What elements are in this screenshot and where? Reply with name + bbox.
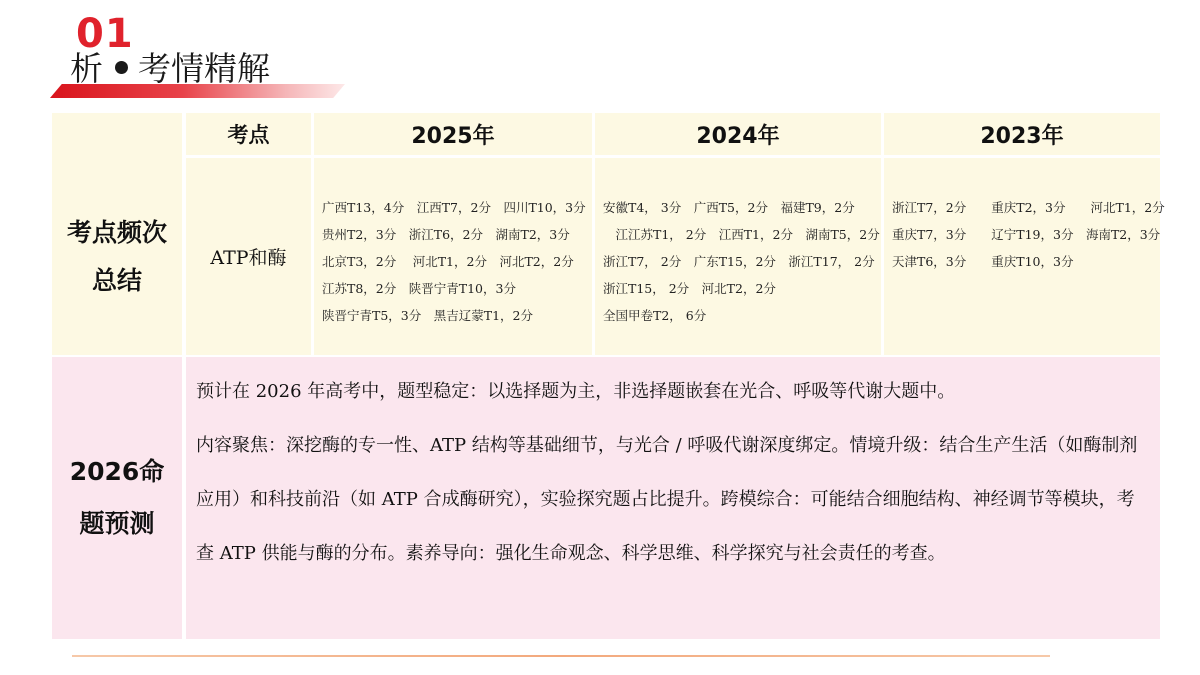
- score-line: 北京T3，2分 河北T1，2分 河北T2，2分: [322, 254, 574, 269]
- footer-divider: [72, 655, 1050, 657]
- row-label-line: 总结: [91, 265, 142, 295]
- section-header: [0, 0, 360, 100]
- score-line: 安徽T4， 3分 广西T5，2分 福建T9，2分: [603, 200, 855, 215]
- row-label-frequency-summary: [52, 158, 182, 355]
- row-label-prediction: [52, 357, 182, 639]
- title-prefix: 析: [70, 49, 103, 88]
- scores-2023: [884, 158, 1165, 355]
- topic-cell: ATP和酶: [210, 247, 287, 269]
- section-title: [70, 49, 270, 88]
- exam-analysis-table: [52, 113, 1165, 639]
- score-line: 江苏T8，2分 陕晋宁青T10，3分: [322, 281, 516, 296]
- prediction-text: [186, 357, 1160, 639]
- row-label-line: 考点频次: [66, 217, 167, 247]
- bullet-dot: [115, 61, 128, 74]
- col-header-year-2025: 2025年: [411, 123, 495, 149]
- scores-2025: [314, 158, 592, 355]
- score-line: 江江苏T1， 2分 江西T1，2分 湖南T5，2分: [603, 227, 880, 242]
- score-line: 天津T6，3分 重庆T10，3分: [892, 254, 1074, 269]
- score-line: 广西T13，4分 江西T7，2分 四川T10，3分: [322, 200, 586, 215]
- score-line: 全国甲卷T2， 6分: [603, 308, 707, 323]
- score-line: 重庆T7，3分 辽宁T19，3分 海南T2，3分: [892, 227, 1161, 242]
- score-line: 浙江T7， 2分 广东T15，2分 浙江T17， 2分: [603, 254, 875, 269]
- title-text: 考情精解: [138, 49, 270, 88]
- section-number: 01: [76, 11, 134, 57]
- col-header-topic: 考点: [227, 123, 270, 147]
- scores-2024: [595, 158, 881, 355]
- score-line: 浙江T7，2分 重庆T2，3分 河北T1，2分: [892, 200, 1165, 215]
- score-line: 浙江T15， 2分 河北T2，2分: [603, 281, 776, 296]
- row-label-line: 题预测: [79, 509, 155, 538]
- col-header-year-2024: 2024年: [696, 123, 780, 149]
- score-line: 贵州T2，3分 浙江T6，2分 湖南T2，3分: [322, 227, 570, 242]
- prediction-paragraph: 内容聚焦：深挖酶的专一性、ATP 结构等基础细节，与光合 / 呼吸代谢深度绑定。情境升级：结合生产生活（如酶制剂应用）和科技前沿（如 ATP 合成酶研究），实验探究题占比提升。跨模综合：可能结合细胞结构、神经调节等模块，考查 ATP 供能与酶的分布。素养导向：强化生命观念、科学思维、科学探究与社会责任的考查。: [196, 435, 1138, 564]
- prediction-paragraph: 预计在 2026 年高考中，题型稳定：以选择题为主，非选择题嵌套在光合、呼吸等代谢大题中。: [196, 381, 956, 402]
- row-label-line: 2026命: [69, 457, 165, 486]
- score-line: 陕晋宁青T5，3分 黑吉辽蒙T1，2分: [322, 308, 533, 323]
- col-header-year-2023: 2023年: [980, 123, 1064, 149]
